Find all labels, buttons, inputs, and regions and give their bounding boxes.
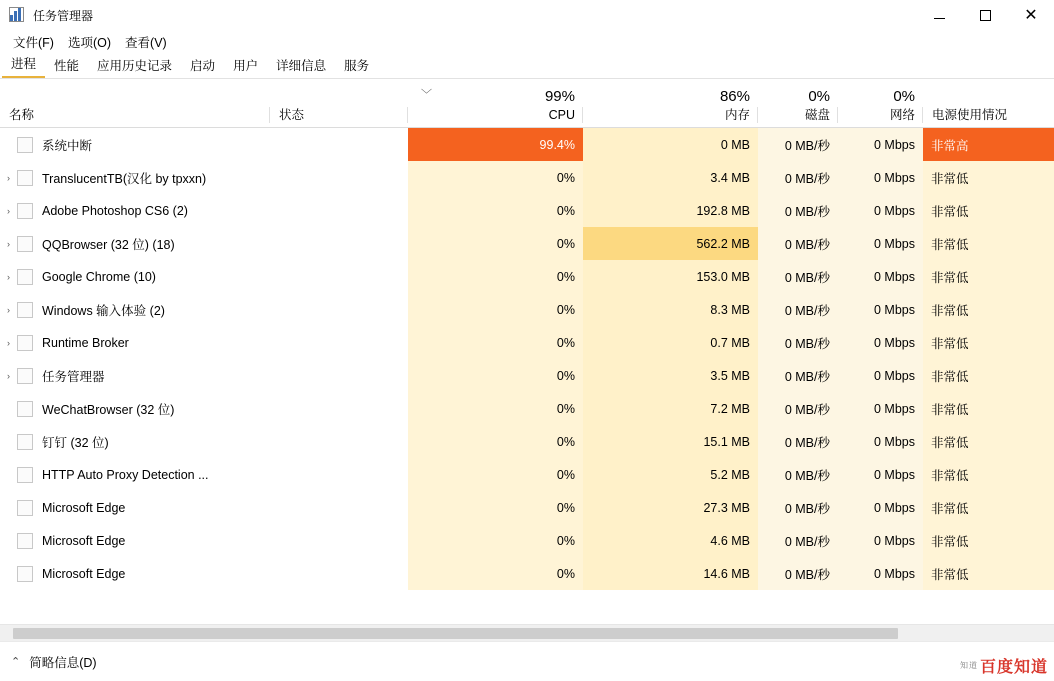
cell-memory: 0 MB xyxy=(583,128,758,161)
table-row[interactable] xyxy=(0,524,1054,557)
cell-memory: 15.1 MB xyxy=(583,425,758,458)
process-name-label: WeChatBrowser (32 位) xyxy=(42,402,175,417)
table-row[interactable] xyxy=(0,293,1054,326)
watermark xyxy=(960,654,1048,677)
cell-memory: 27.3 MB xyxy=(583,491,758,524)
cell-status xyxy=(270,491,408,524)
column-header-status-label: 状态 xyxy=(279,107,305,122)
cell-network: 0 Mbps xyxy=(838,194,923,227)
cell-power-usage: 非常低 xyxy=(923,161,1054,194)
cell-process-name xyxy=(0,359,270,392)
column-header-power-usage[interactable] xyxy=(923,79,1054,127)
cell-status xyxy=(270,128,408,161)
cell-status xyxy=(270,425,408,458)
process-icon xyxy=(17,500,33,516)
expand-chevron-icon[interactable]: › xyxy=(7,337,10,348)
process-icon xyxy=(17,335,33,351)
table-row[interactable] xyxy=(0,227,1054,260)
cell-network: 0 Mbps xyxy=(838,425,923,458)
tab-processes[interactable]: 进程 xyxy=(2,52,45,78)
cell-memory: 14.6 MB xyxy=(583,557,758,590)
process-name-label: QQBrowser (32 位) (18) xyxy=(42,237,175,252)
column-header-cpu-percent: 99% xyxy=(544,88,575,105)
cell-disk: 0 MB/秒 xyxy=(758,392,838,425)
cell-cpu: 99.4% xyxy=(408,128,583,161)
cell-process-name xyxy=(0,326,270,359)
cell-disk: 0 MB/秒 xyxy=(758,194,838,227)
cell-disk: 0 MB/秒 xyxy=(758,557,838,590)
column-header-disk[interactable] xyxy=(758,79,838,127)
minimize-button[interactable] xyxy=(916,0,962,30)
process-icon xyxy=(17,401,33,417)
cell-network: 0 Mbps xyxy=(838,491,923,524)
horizontal-scrollbar-thumb[interactable] xyxy=(13,628,898,639)
cell-process-name xyxy=(0,128,270,161)
cell-cpu: 0% xyxy=(408,392,583,425)
maximize-button[interactable] xyxy=(962,0,1008,30)
process-rows xyxy=(0,128,1054,590)
cell-disk: 0 MB/秒 xyxy=(758,524,838,557)
table-row[interactable] xyxy=(0,557,1054,590)
cell-power-usage: 非常低 xyxy=(923,458,1054,491)
column-header-cpu[interactable] xyxy=(408,79,583,127)
cell-status xyxy=(270,524,408,557)
cell-disk: 0 MB/秒 xyxy=(758,458,838,491)
tab-performance[interactable]: 性能 xyxy=(54,59,80,73)
cell-cpu: 0% xyxy=(408,557,583,590)
cell-memory: 4.6 MB xyxy=(583,524,758,557)
table-row[interactable] xyxy=(0,326,1054,359)
column-header-disk-label: 磁盘 xyxy=(804,107,830,122)
cell-disk: 0 MB/秒 xyxy=(758,128,838,161)
cell-status xyxy=(270,359,408,392)
cell-network: 0 Mbps xyxy=(838,260,923,293)
process-name-label: Google Chrome (10) xyxy=(42,269,156,284)
chevron-up-icon: ⌃ xyxy=(11,656,21,668)
expand-chevron-icon[interactable]: › xyxy=(7,304,10,315)
tab-app-history[interactable]: 应用历史记录 xyxy=(97,59,173,73)
expand-chevron-icon[interactable]: › xyxy=(7,205,10,216)
process-name-label: HTTP Auto Proxy Detection ... xyxy=(42,467,209,482)
process-icon xyxy=(17,170,33,186)
cell-cpu: 0% xyxy=(408,326,583,359)
cell-cpu: 0% xyxy=(408,293,583,326)
column-header-name[interactable] xyxy=(0,79,270,127)
cell-process-name xyxy=(0,425,270,458)
process-name-label: Adobe Photoshop CS6 (2) xyxy=(42,203,188,218)
chevron-down-icon: ﹀ xyxy=(421,89,432,101)
column-header-status[interactable] xyxy=(270,79,408,127)
cell-power-usage: 非常低 xyxy=(923,326,1054,359)
process-name-label: 钉钉 (32 位) xyxy=(42,435,109,450)
process-icon xyxy=(17,467,33,483)
table-row[interactable] xyxy=(0,161,1054,194)
cell-status xyxy=(270,194,408,227)
horizontal-scrollbar[interactable] xyxy=(0,624,1054,641)
cell-disk: 0 MB/秒 xyxy=(758,161,838,194)
process-name-label: 系统中断 xyxy=(42,138,93,153)
cell-process-name xyxy=(0,227,270,260)
cell-process-name xyxy=(0,260,270,293)
menu-options[interactable]: 选项(O) xyxy=(67,36,112,50)
cell-disk: 0 MB/秒 xyxy=(758,293,838,326)
cell-memory: 3.4 MB xyxy=(583,161,758,194)
cell-power-usage: 非常低 xyxy=(923,227,1054,260)
cell-memory: 5.2 MB xyxy=(583,458,758,491)
cell-cpu: 0% xyxy=(408,359,583,392)
expand-chevron-icon[interactable]: › xyxy=(7,172,10,183)
cell-status xyxy=(270,293,408,326)
cell-disk: 0 MB/秒 xyxy=(758,260,838,293)
cell-power-usage: 非常低 xyxy=(923,293,1054,326)
process-table[interactable] xyxy=(0,128,1054,624)
cell-memory: 153.0 MB xyxy=(583,260,758,293)
column-header-cpu-label: CPU xyxy=(548,107,575,122)
cell-network: 0 Mbps xyxy=(838,161,923,194)
status-bar xyxy=(0,641,1054,681)
task-manager-icon xyxy=(9,7,25,23)
cell-status xyxy=(270,260,408,293)
table-row[interactable] xyxy=(0,128,1054,161)
cell-power-usage: 非常低 xyxy=(923,194,1054,227)
cell-process-name xyxy=(0,458,270,491)
cell-cpu: 0% xyxy=(408,458,583,491)
cell-status xyxy=(270,227,408,260)
cell-cpu: 0% xyxy=(408,194,583,227)
cell-cpu: 0% xyxy=(408,524,583,557)
table-row[interactable] xyxy=(0,359,1054,392)
watermark-text: 百度知道 xyxy=(979,659,1048,676)
cell-memory: 3.5 MB xyxy=(583,359,758,392)
cell-cpu: 0% xyxy=(408,161,583,194)
menu-bar xyxy=(0,30,1054,54)
cell-process-name xyxy=(0,392,270,425)
process-name-label: Microsoft Edge xyxy=(42,500,126,515)
process-icon xyxy=(17,203,33,219)
process-icon xyxy=(17,533,33,549)
cell-network: 0 Mbps xyxy=(838,557,923,590)
watermark-badge: 知道 xyxy=(959,660,978,670)
cell-status xyxy=(270,161,408,194)
process-name-label: TranslucentTB(汉化 by tpxxn) xyxy=(42,171,207,186)
cell-cpu: 0% xyxy=(408,425,583,458)
cell-network: 0 Mbps xyxy=(838,128,923,161)
cell-memory: 7.2 MB xyxy=(583,392,758,425)
column-header-network[interactable] xyxy=(838,79,923,127)
minimize-icon xyxy=(934,18,945,19)
process-name-label: Microsoft Edge xyxy=(42,566,126,581)
cell-disk: 0 MB/秒 xyxy=(758,326,838,359)
process-name-label: Microsoft Edge xyxy=(42,533,126,548)
column-header-disk-percent: 0% xyxy=(808,88,830,105)
tab-details[interactable]: 详细信息 xyxy=(276,59,327,73)
process-icon xyxy=(17,302,33,318)
cell-power-usage: 非常低 xyxy=(923,491,1054,524)
process-name-label: Windows 输入体验 (2) xyxy=(42,303,165,318)
cell-status xyxy=(270,458,408,491)
cell-status xyxy=(270,557,408,590)
column-header-network-label: 网络 xyxy=(889,107,915,122)
maximize-icon xyxy=(980,10,991,21)
tab-services[interactable]: 服务 xyxy=(344,59,370,73)
menu-view[interactable]: 查看(V) xyxy=(125,36,167,50)
column-header-memory[interactable] xyxy=(583,79,758,127)
cell-network: 0 Mbps xyxy=(838,293,923,326)
cell-disk: 0 MB/秒 xyxy=(758,425,838,458)
cell-status xyxy=(270,326,408,359)
process-name-label: Runtime Broker xyxy=(42,335,129,350)
cell-disk: 0 MB/秒 xyxy=(758,359,838,392)
cell-power-usage: 非常低 xyxy=(923,524,1054,557)
column-header-power-usage-label: 电源使用情况 xyxy=(932,107,1008,122)
process-icon xyxy=(17,269,33,285)
menu-file[interactable]: 文件(F) xyxy=(13,36,54,50)
cell-disk: 0 MB/秒 xyxy=(758,227,838,260)
cell-network: 0 Mbps xyxy=(838,227,923,260)
table-row[interactable] xyxy=(0,458,1054,491)
close-icon: ✕ xyxy=(1024,5,1038,24)
cell-network: 0 Mbps xyxy=(838,392,923,425)
process-icon xyxy=(17,434,33,450)
expand-chevron-icon[interactable]: › xyxy=(7,271,10,282)
column-header-memory-percent: 86% xyxy=(719,88,750,105)
cell-cpu: 0% xyxy=(408,491,583,524)
cell-process-name xyxy=(0,491,270,524)
cell-power-usage: 非常高 xyxy=(923,128,1054,161)
cell-network: 0 Mbps xyxy=(838,524,923,557)
column-header-name-label: 名称 xyxy=(9,107,35,122)
cell-memory: 8.3 MB xyxy=(583,293,758,326)
cell-status xyxy=(270,392,408,425)
cell-process-name xyxy=(0,161,270,194)
cell-cpu: 0% xyxy=(408,227,583,260)
cell-network: 0 Mbps xyxy=(838,458,923,491)
process-icon xyxy=(17,236,33,252)
cell-power-usage: 非常低 xyxy=(923,557,1054,590)
column-header-row xyxy=(0,79,1054,128)
process-icon xyxy=(17,566,33,582)
cell-cpu: 0% xyxy=(408,260,583,293)
table-row[interactable] xyxy=(0,194,1054,227)
table-row[interactable] xyxy=(0,392,1054,425)
cell-memory: 562.2 MB xyxy=(583,227,758,260)
expand-chevron-icon[interactable]: › xyxy=(7,370,10,381)
cell-power-usage: 非常低 xyxy=(923,392,1054,425)
tab-startup[interactable]: 启动 xyxy=(190,59,216,73)
cell-process-name xyxy=(0,524,270,557)
cell-network: 0 Mbps xyxy=(838,359,923,392)
column-header-memory-label: 内存 xyxy=(724,107,750,122)
cell-memory: 0.7 MB xyxy=(583,326,758,359)
title-bar xyxy=(0,0,1054,30)
cell-power-usage: 非常低 xyxy=(923,425,1054,458)
cell-process-name xyxy=(0,557,270,590)
cell-network: 0 Mbps xyxy=(838,326,923,359)
tab-bar xyxy=(0,54,1054,79)
tab-users[interactable]: 用户 xyxy=(233,59,259,73)
process-icon xyxy=(17,137,33,153)
fewer-details-button[interactable]: 简略信息(D) xyxy=(29,655,97,670)
close-button[interactable] xyxy=(1008,0,1054,30)
table-row[interactable] xyxy=(0,425,1054,458)
table-row[interactable] xyxy=(0,260,1054,293)
expand-chevron-icon[interactable]: › xyxy=(7,238,10,249)
process-icon xyxy=(17,368,33,384)
process-name-label: 任务管理器 xyxy=(42,369,105,384)
cell-power-usage: 非常低 xyxy=(923,260,1054,293)
column-header-network-percent: 0% xyxy=(893,88,915,105)
cell-memory: 192.8 MB xyxy=(583,194,758,227)
cell-power-usage: 非常低 xyxy=(923,359,1054,392)
table-row[interactable] xyxy=(0,491,1054,524)
cell-process-name xyxy=(0,194,270,227)
window-title: 任务管理器 xyxy=(33,8,94,23)
cell-process-name xyxy=(0,293,270,326)
cell-disk: 0 MB/秒 xyxy=(758,491,838,524)
